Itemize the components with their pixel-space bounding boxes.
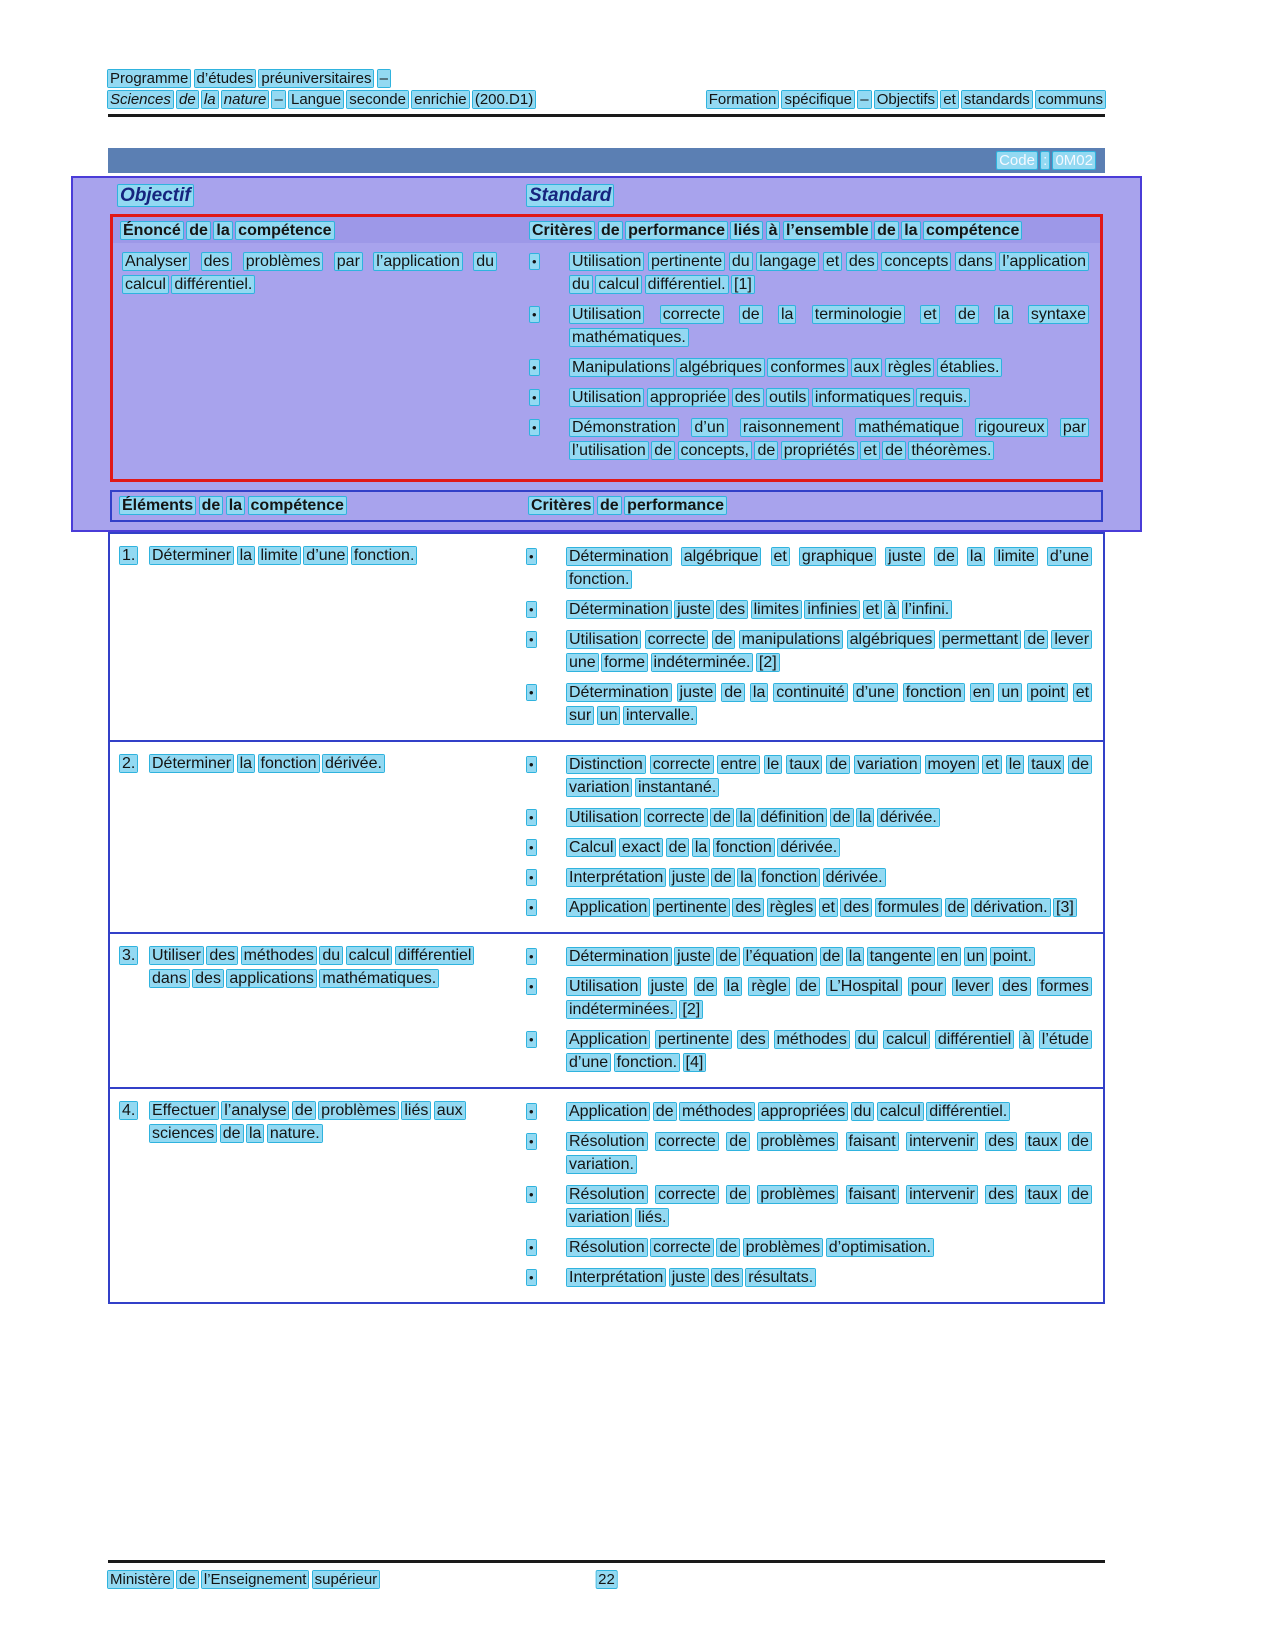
page-header: [108, 68, 1105, 110]
criteria-item: [519, 1100, 1093, 1123]
enonce-section: [110, 214, 1103, 482]
bullet-icon: •: [529, 1032, 534, 1047]
bullet-icon: •: [529, 979, 534, 994]
criteria-text: Résolution correcte de problèmes faisant intervenir des taux de variation liés.: [569, 1186, 1089, 1226]
criteria-item: [519, 896, 1093, 919]
footer-ministry: Ministère de l’Enseignement supérieur: [110, 1571, 378, 1588]
criteria-item: [519, 1266, 1093, 1289]
bullet-icon: •: [529, 685, 534, 700]
elements-header: Éléments de la compétence: [122, 497, 344, 514]
criteria-text: Interprétation juste des résultats.: [569, 1269, 814, 1286]
criteria-item: [519, 545, 1093, 591]
code-bar: [108, 148, 1105, 173]
bullet-icon: •: [529, 757, 534, 772]
enonce-criteria-header: Critères de performance liés à l’ensemble de la compétence: [532, 222, 1020, 239]
bullet-icon: •: [529, 1134, 534, 1149]
program-title: Programme d’études préuniversitaires –: [110, 70, 388, 87]
bullet-icon: •: [529, 1187, 534, 1202]
element-text: Déterminer la limite d’une fonction.: [152, 547, 415, 564]
element-number: 4.: [122, 1102, 136, 1119]
criteria-text: Distinction correcte entre le taux de variation moyen et le taux de variation instantané.: [569, 756, 1090, 796]
criteria-item: [519, 681, 1093, 727]
criteria-text: Résolution correcte de problèmes d’optimisation.: [569, 1239, 931, 1256]
footer-row: [108, 1569, 1105, 1591]
bullet-icon: •: [532, 254, 537, 269]
element-number: 3.: [122, 947, 136, 964]
bullet-icon: •: [529, 900, 534, 915]
bullet-icon: •: [529, 840, 534, 855]
element-number: 1.: [122, 547, 136, 564]
elements-table: [108, 532, 1105, 1304]
criteria-text: Interprétation juste de la fonction dérivée.: [569, 869, 883, 886]
bullet-icon: •: [529, 1240, 534, 1255]
standard-heading: Standard: [529, 185, 612, 206]
footer-rule: [108, 1560, 1105, 1563]
criteria-text: Application pertinente des méthodes du calcul différentiel à l’étude d’une fonction. [4]: [569, 1031, 1089, 1071]
header-left: [108, 68, 535, 110]
criteria-item: [519, 945, 1093, 968]
performance-header: Critères de performance: [531, 497, 724, 514]
criteria-text: Application pertinente des règles et des formules de dérivation. [3]: [569, 899, 1074, 916]
criteria-text: Utilisation juste de la règle de L’Hospital pour lever des formes indéterminées. [2]: [569, 978, 1089, 1018]
criteria-text: Manipulations algébriques conformes aux règles établies.: [572, 359, 1000, 376]
criteria-list: [519, 750, 1103, 926]
criteria-text: Utilisation pertinente du langage et des concepts dans l’application du calcul différentiel. [1]: [572, 253, 1087, 293]
bullet-icon: •: [529, 1104, 534, 1119]
criteria-text: Utilisation correcte de manipulations algébriques permettant de lever une forme indéterminée. [2]: [569, 631, 1090, 671]
document-subtitle: [108, 89, 535, 110]
criteria-text: Détermination algébrique et graphique juste de la limite d’une fonction.: [569, 548, 1090, 588]
element-cell: [110, 1097, 519, 1296]
bullet-icon: •: [529, 632, 534, 647]
bullet-icon: •: [529, 549, 534, 564]
bullet-icon: •: [532, 360, 537, 375]
criteria-text: Application de méthodes appropriées du calcul différentiel.: [569, 1103, 1008, 1120]
criteria-item: [519, 1028, 1093, 1074]
criteria-item: [519, 1130, 1093, 1176]
criteria-text: Utilisation correcte de la terminologie et de la syntaxe mathématiques.: [572, 306, 1087, 346]
element-cell: [110, 542, 519, 734]
bullet-icon: •: [529, 949, 534, 964]
bullet-icon: •: [529, 1270, 534, 1285]
criteria-text: Démonstration d’un raisonnement mathématique rigoureux par l’utilisation de concepts, de propriétés et de théorèmes.: [572, 419, 1087, 459]
criteria-item: [519, 753, 1093, 799]
criteria-item: [522, 250, 1090, 296]
criteria-item: [522, 303, 1090, 349]
objectif-heading: Objectif: [120, 185, 191, 206]
bullet-icon: •: [532, 420, 537, 435]
criteria-text: Utilisation correcte de la définition de la dérivée.: [569, 809, 937, 826]
bullet-icon: •: [529, 870, 534, 885]
criteria-list: [519, 542, 1103, 734]
criteria-text: Utilisation appropriée des outils informatiques requis.: [572, 389, 968, 406]
criteria-item: [519, 975, 1093, 1021]
criteria-text: Détermination juste de la continuité d’une fonction en un point et sur un intervalle.: [569, 684, 1090, 724]
enonce-header-row: [113, 217, 1100, 243]
enonce-body-row: [113, 243, 1100, 479]
annotation-overlay-region: [71, 176, 1142, 532]
elements-header-row: [110, 490, 1103, 522]
criteria-text: Calcul exact de la fonction dérivée.: [569, 839, 838, 856]
element-cell: [110, 942, 519, 1081]
global-criteria-list: [522, 247, 1100, 469]
enonce-header: Énoncé de la compétence: [123, 222, 332, 239]
criteria-item: [519, 628, 1093, 674]
page-footer: [108, 1556, 1105, 1591]
element-cell: [110, 750, 519, 926]
header-right: Formation spécifique – Objectifs et standards communs: [708, 91, 1103, 108]
criteria-item: [522, 416, 1090, 462]
criteria-list: [519, 942, 1103, 1081]
bullet-icon: •: [529, 810, 534, 825]
element-row-2: [110, 742, 1103, 934]
element-row-4: [110, 1089, 1103, 1302]
bullet-icon: •: [532, 390, 537, 405]
bullet-icon: •: [532, 307, 537, 322]
criteria-item: [519, 836, 1093, 859]
criteria-item: [519, 806, 1093, 829]
page-content: [108, 0, 1105, 1304]
criteria-item: [519, 1183, 1093, 1229]
subtitle-italic: Sciences de la nature: [110, 91, 267, 108]
element-text: Effectuer l’analyse de problèmes liés aux sciences de la nature.: [152, 1102, 463, 1142]
criteria-list: [519, 1097, 1103, 1296]
criteria-text: Résolution correcte de problèmes faisant intervenir des taux de variation.: [569, 1133, 1089, 1173]
objectif-standard-row: [110, 182, 1103, 214]
header-rule: [108, 114, 1105, 117]
element-row-1: [110, 534, 1103, 742]
criteria-item: [522, 386, 1090, 409]
criteria-text: Détermination juste de l’équation de la tangente en un point.: [569, 948, 1033, 965]
criteria-item: [522, 356, 1090, 379]
criteria-item: [519, 866, 1093, 889]
element-text: Utiliser des méthodes du calcul différentiel dans des applications mathématiques.: [152, 947, 472, 987]
criteria-item: [519, 1236, 1093, 1259]
code-badge: Code : 0M02: [999, 152, 1093, 169]
bullet-icon: •: [529, 602, 534, 617]
element-text: Déterminer la fonction dérivée.: [152, 755, 382, 772]
element-row-3: [110, 934, 1103, 1089]
page-number: 22: [598, 1571, 615, 1588]
subtitle-rest: – Langue seconde enrichie (200.D1): [274, 91, 534, 108]
competence-statement: Analyser des problèmes par l’application du calcul différentiel.: [125, 253, 494, 293]
criteria-text: Détermination juste des limites infinies et à l’infini.: [569, 601, 950, 618]
element-number: 2.: [122, 755, 136, 772]
criteria-item: [519, 598, 1093, 621]
